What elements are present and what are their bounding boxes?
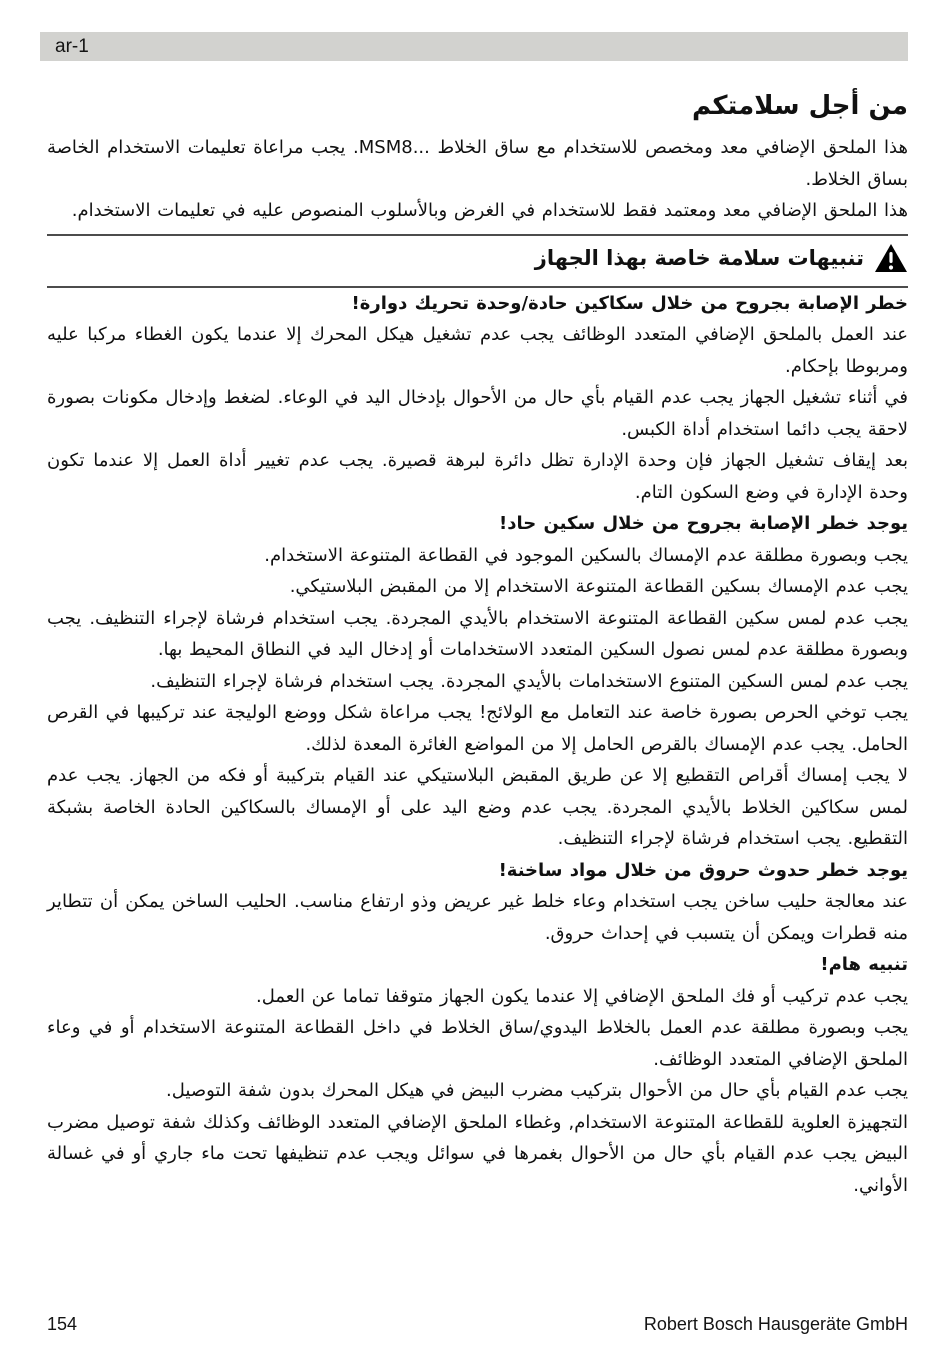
body-paragraph: يجب عدم لمس السكين المتنوع الاستخدامات بالأيدي المجردة. يجب استخدام فرشاة لإجراء التنظيف. bbox=[150, 670, 908, 692]
body-paragraph: يجب عدم تركيب أو فك الملحق الإضافي إلا عندما يكون الجهاز متوقفا تماما عن العمل. bbox=[256, 985, 908, 1007]
body-paragraph: يجب عدم لمس سكين القطاعة المتنوعة الاستخدام بالأيدي المجردة. يجب استخدام فرشاة لإجراء التنظيف. يجب وبصورة مطلقة عدم لمس نصول السكين المتعدد الاستخدامات أو إدخال اليد في النطاق المحيط بها. bbox=[47, 607, 908, 661]
safety-subheading: يوجد خطر حدوث حروق من خلال مواد ساخنة! bbox=[498, 859, 908, 881]
safety-section-title: تنبيهات سلامة خاصة بهذا الجهاز bbox=[534, 245, 864, 270]
language-tab-label: ar-1 bbox=[55, 35, 89, 57]
warning-triangle-icon bbox=[874, 243, 908, 273]
page-footer bbox=[47, 1314, 908, 1335]
body-paragraph: عند معالجة حليب ساخن يجب استخدام وعاء خلط غير عريض وذو ارتفاع مناسب. الحليب الساخن يمكن أن تتطاير منه قطرات ويمكن أن يتسبب في إحداث حروق. bbox=[47, 891, 908, 944]
body-paragraph: عند العمل بالملحق الإضافي المتعدد الوظائف يجب عدم تشغيل هيكل المحرك إلا عندما يكون الغطاء مركبا عليه ومربوطا بإحكام. bbox=[47, 324, 908, 377]
body-paragraph: يجب توخي الحرص بصورة خاصة عند التعامل مع الولائج! يجب مراعاة شكل ووضع الوليجة عند تركيبها في القرص الحامل. يجب عدم الإمساك بالقرص الحامل إلا من المواضع الغائرة المعدة لذلك. bbox=[47, 702, 908, 755]
language-tab-bar bbox=[40, 32, 908, 61]
safety-subheading: خطر الإصابة بجروح من خلال سكاكين حادة/وحدة تحريك دوارة! bbox=[351, 292, 908, 314]
body-paragraph: لا يجب إمساك أقراص التقطيع إلا عن طريق المقبض البلاستيكي عند القيام بتركيبة أو فكه من الجهاز. يجب عدم لمس سكاكين الخلاط بالأيدي المجردة. يجب عدم وضع اليد على أو الإمساك بالسكاكين الحادة الخاصة بشبكة التقطيع. يجب استخدام فرشاة لإجراء التنظيف. bbox=[47, 765, 908, 850]
page-title: من أجل سلامتكم bbox=[692, 91, 908, 121]
body-paragraph: بعد إيقاف تشغيل الجهاز فإن وحدة الإدارة تظل دائرة لبرهة قصيرة. يجب عدم تغيير أداة العمل إلا عندما تكون وحدة الإدارة في وضع السكون التام. bbox=[47, 450, 908, 503]
body-paragraph: التجهيزة العلوية للقطاعة المتنوعة الاستخدام, وغطاء الملحق الإضافي المتعدد الوظائف وكذلك شفة توصيل مضرب البيض يجب عدم القيام بأي حال من الأحوال بغمرها في سوائل ويجب عدم تنظيفها تحت ماء جاري أو في غسالة الأواني. bbox=[47, 1111, 908, 1196]
page-number: 154 bbox=[47, 1314, 78, 1334]
safety-subheading: تنبيه هام! bbox=[820, 954, 908, 976]
body-paragraph: يجب عدم القيام بأي حال من الأحوال بتركيب مضرب البيض في هيكل المحرك بدون شفة التوصيل. bbox=[166, 1080, 908, 1102]
safety-section-header bbox=[47, 236, 908, 279]
safety-subheading: يوجد خطر الإصابة بجروح من خلال سكين حاد! bbox=[499, 513, 908, 535]
body-paragraph: في أثناء تشغيل الجهاز يجب عدم القيام بأي حال من الأحوال بإدخال اليد في الوعاء. لضغط وإدخال مكونات بصورة لاحقة يجب دائما استخدام أداة الكبس. bbox=[47, 387, 908, 440]
intro-paragraph: هذا الملحق الإضافي معد ومخصص للاستخدام مع ساق الخلاط ...MSM8. يجب مراعاة تعليمات الاستخدام الخاصة بساق الخلاط. bbox=[47, 137, 908, 190]
safety-blocks bbox=[47, 288, 908, 1202]
body-paragraph: يجب وبصورة مطلقة عدم الإمساك بالسكين الموجود في القطاعة المتنوعة الاستخدام. bbox=[264, 544, 908, 566]
company-name: Robert Bosch Hausgeräte GmbH bbox=[643, 1314, 908, 1334]
intro-paragraphs bbox=[47, 132, 908, 227]
body-paragraph: يجب عدم الإمساك بسكين القطاعة المتنوعة الاستخدام إلا من المقبض البلاستيكي. bbox=[289, 576, 908, 598]
body-paragraph: يجب وبصورة مطلقة عدم العمل بالخلاط اليدوي/ساق الخلاط في داخل القطاعة المتنوعة الاستخدام أو في وعاء الملحق الإضافي المتعدد الوظائف. bbox=[47, 1017, 908, 1070]
intro-paragraph: هذا الملحق الإضافي معد ومعتمد فقط للاستخدام في الغرض وبالأسلوب المنصوص عليه في تعليمات الاستخدام. bbox=[71, 200, 908, 222]
